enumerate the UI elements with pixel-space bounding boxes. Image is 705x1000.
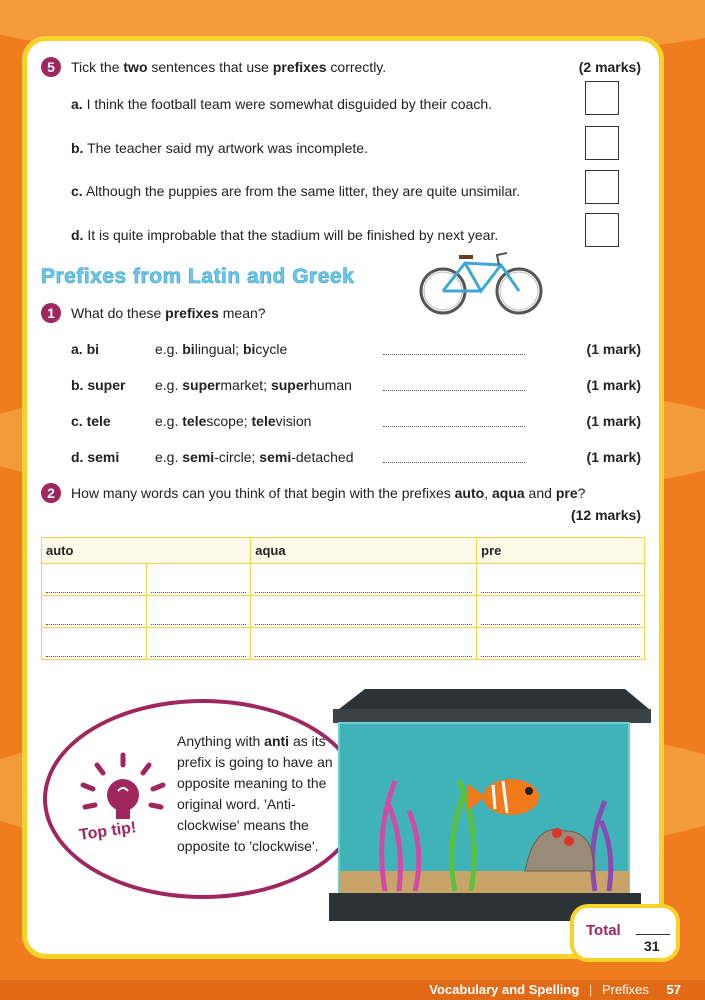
total-marks-box — [570, 904, 680, 962]
sentence-option-b: b. The teacher said my artwork was incomplete. — [71, 140, 368, 156]
question-1-instruction: What do these prefixes mean? — [71, 305, 266, 321]
answer-cell[interactable] — [146, 628, 251, 660]
prefix-row-example: e.g. bilingual; bicycle — [155, 341, 288, 357]
prefix-row-letter: d. semi — [71, 449, 120, 465]
top-tip-text: Anything with anti as its prefix is going to have an opposite meaning to the original word. 'Anti-clockwise' means the opposite to 'clockwise'. — [177, 733, 333, 854]
total-score-line[interactable] — [636, 934, 670, 935]
answer-cell[interactable] — [42, 628, 147, 660]
answer-cell[interactable] — [477, 564, 645, 596]
question-number-badge: 2 — [41, 483, 61, 503]
tick-box-a[interactable] — [585, 81, 619, 115]
answer-line[interactable] — [383, 415, 525, 427]
answer-cell[interactable] — [251, 628, 477, 660]
answer-cell[interactable] — [146, 596, 251, 628]
total-label: Total — [586, 922, 621, 939]
tick-box-d[interactable] — [585, 213, 619, 247]
table-row — [42, 596, 645, 628]
answer-cell[interactable] — [251, 564, 477, 596]
prefix-row-letter: c. tele — [71, 413, 111, 429]
tick-box-c[interactable] — [585, 170, 619, 204]
prefix-row-marks: (1 mark) — [586, 449, 641, 465]
table-header-aqua: aqua — [251, 538, 477, 564]
question-5-marks: (2 marks) — [578, 59, 641, 75]
prefix-words-table — [41, 537, 645, 660]
question-number-badge: 1 — [41, 303, 61, 323]
sentence-option-d: d. It is quite improbable that the stadium will be finished by next year. — [71, 227, 499, 243]
section-title: Prefixes from Latin and Greek — [41, 265, 355, 288]
answer-line[interactable] — [383, 451, 525, 463]
table-row — [42, 564, 645, 596]
total-value: 31 — [644, 938, 660, 954]
question-2-instruction: How many words can you think of that begin with the prefixes auto, aqua and pre? — [71, 485, 586, 501]
question-number-badge: 5 — [41, 57, 61, 77]
worksheet-card — [22, 36, 664, 959]
prefix-row-example: e.g. telescope; television — [155, 413, 312, 429]
prefix-row-marks: (1 mark) — [586, 377, 641, 393]
aquarium-illustration — [325, 681, 655, 929]
answer-cell[interactable] — [146, 564, 251, 596]
footer-text: Vocabulary and Spelling | Prefixes 57 — [429, 982, 681, 997]
answer-cell[interactable] — [477, 596, 645, 628]
question-5-instruction: Tick the two sentences that use prefixes correctly. — [71, 59, 387, 75]
answer-cell[interactable] — [42, 596, 147, 628]
answer-cell[interactable] — [42, 564, 147, 596]
tick-box-b[interactable] — [585, 126, 619, 160]
top-tip-label: Top tip! — [78, 819, 138, 844]
prefix-row-example: e.g. semi-circle; semi-detached — [155, 449, 354, 465]
prefix-row-letter: b. super — [71, 377, 126, 393]
prefix-row-marks: (1 mark) — [586, 341, 641, 357]
bicycle-icon — [415, 247, 547, 317]
page-footer — [0, 980, 705, 1000]
prefix-row-letter: a. bi — [71, 341, 100, 357]
answer-cell[interactable] — [251, 596, 477, 628]
sentence-option-a: a. I think the football team were somewhat disguided by their coach. — [71, 96, 493, 112]
answer-line[interactable] — [383, 343, 525, 355]
question-2-marks: (12 marks) — [570, 507, 641, 523]
answer-line[interactable] — [383, 379, 525, 391]
sentence-option-c: c. Although the puppies are from the same litter, they are quite unsimilar. — [71, 183, 521, 199]
table-row — [42, 628, 645, 660]
prefix-row-example: e.g. supermarket; superhuman — [155, 377, 352, 393]
table-header-auto: auto — [42, 538, 251, 564]
answer-cell[interactable] — [477, 628, 645, 660]
prefix-row-marks: (1 mark) — [586, 413, 641, 429]
table-header-pre: pre — [477, 538, 645, 564]
